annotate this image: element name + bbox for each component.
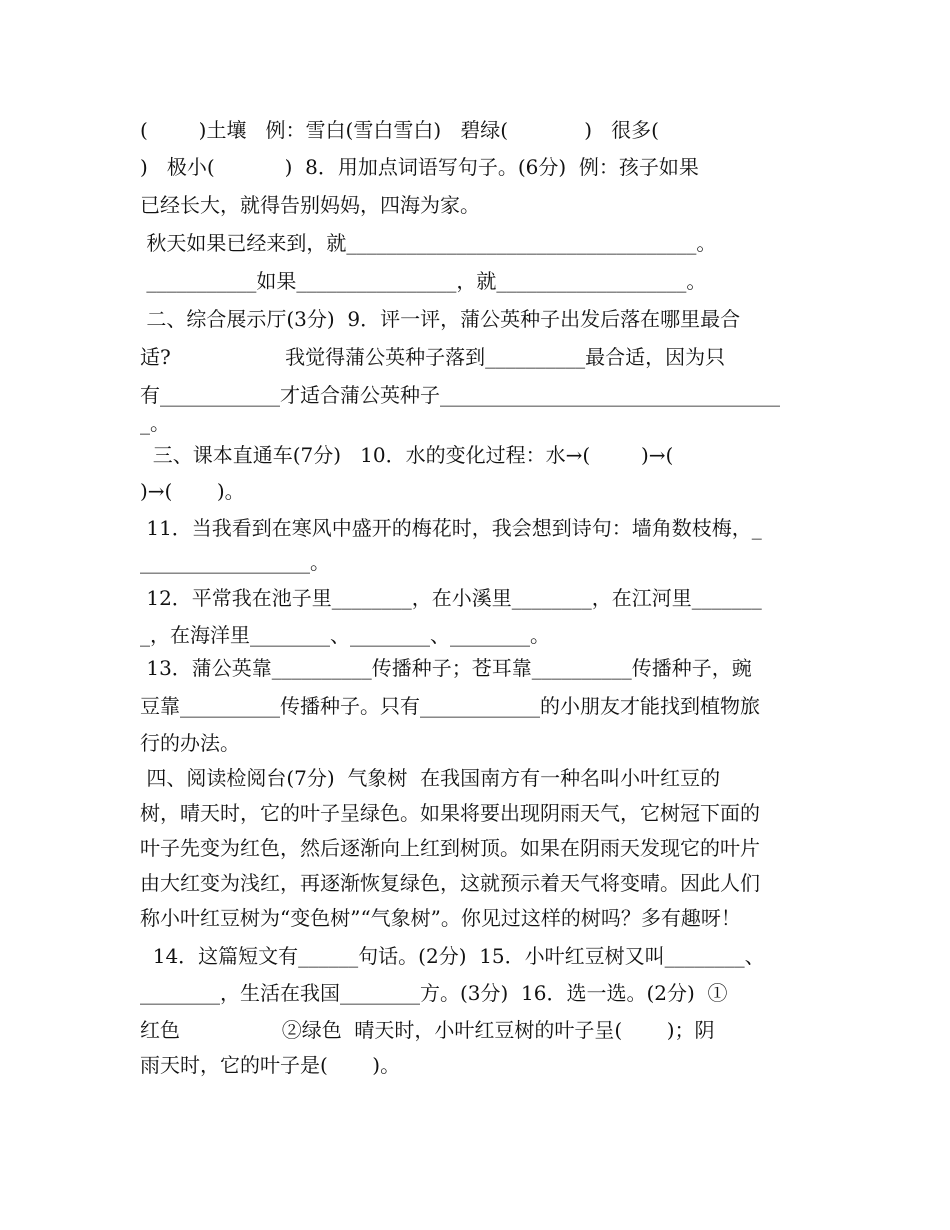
text-line: ________，生活在我国________方。(3分) 16．选一选。(2分) ① <box>140 981 728 1005</box>
text-line: _，在海洋里________、________、________。 <box>140 623 550 647</box>
question-11: 11．当我看到在寒风中盛开的梅花时，我会想到诗句：墙角数枝梅，_ <box>140 516 762 540</box>
text-line: 树，晴天时，它的叶子呈绿色。如果将要出现阴雨天气，它树冠下面的 <box>140 801 760 825</box>
section-heading-3: 三、课本直通车(7分) 10．水的变化过程：水→( )→( <box>140 443 674 467</box>
text-line: ___________如果________________，就___________________。 <box>140 269 707 293</box>
text-line: 秋天如果已经来到，就___________________________________。 <box>140 231 717 255</box>
text-line: 称小叶红豆树为“变色树”“气象树”。你见过这样的树吗？多有趣呀！ <box>140 906 741 930</box>
section-heading-4: 四、阅读检阅台(7分) 气象树 在我国南方有一种名叫小叶红豆的 <box>140 766 721 790</box>
section-heading-2: 二、综合展示厅(3分) 9．评一评，蒲公英种子出发后落在哪里最合 <box>140 307 741 331</box>
text-line: _。 <box>140 411 170 435</box>
text-line: _________________。 <box>140 550 330 574</box>
text-line: 豆靠__________传播种子。只有____________的小朋友才能找到植物旅 <box>140 694 760 718</box>
text-line: 已经长大，就得告别妈妈，四海为家。 <box>140 193 480 217</box>
text-line: 行的办法。 <box>140 731 240 755</box>
text-line: 雨天时，它的叶子是( )。 <box>140 1053 401 1077</box>
question-13: 13．蒲公英靠__________传播种子；苍耳靠__________传播种子，豌 <box>140 656 752 680</box>
question-14: 14．这篇短文有______句话。(2分) 15．小叶红豆树又叫________、 <box>140 944 765 968</box>
text-line: ( )土壤 例：雪白(雪白雪白) 碧绿( ) 很多( <box>140 118 659 142</box>
text-line: 有____________才适合蒲公英种子__________________________________ <box>140 383 780 407</box>
question-12: 12．平常我在池子里________，在小溪里________，在江河里_______ <box>140 586 762 610</box>
text-line: 叶子先变为红色，然后逐渐向上红到树顶。如果在阴雨天发现它的叶片 <box>140 836 760 860</box>
text-line: )→( )。 <box>140 479 245 503</box>
text-line: 由大红变为浅红，再逐渐恢复绿色，这就预示着天气将变晴。因此人们 <box>140 871 760 895</box>
question-16-options: 红色 ②绿色 晴天时，小叶红豆树的叶子呈( )；阴 <box>140 1018 715 1042</box>
text-line: 适? 我觉得蒲公英种子落到__________最合适，因为只 <box>140 345 726 369</box>
text-line: ) 极小( ) 8．用加点词语写句子。(6分) 例：孩子如果 <box>140 155 699 179</box>
